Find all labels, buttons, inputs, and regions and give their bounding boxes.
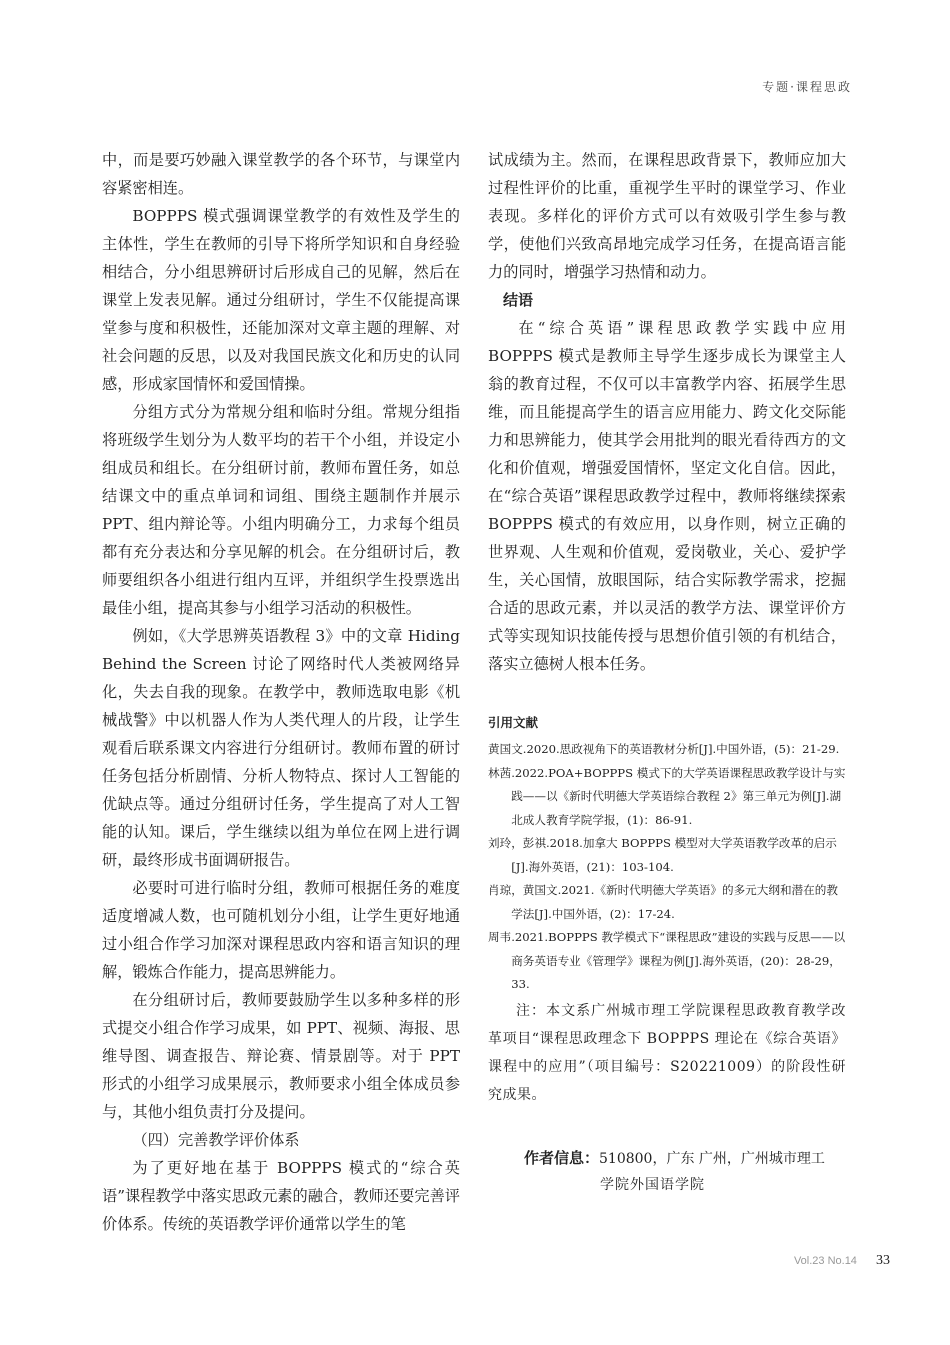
paragraph: 为了更好地在基于 BOPPPS 模式的“综合英语”课程教学中落实思政元素的融合，教师还要完善评价体系。传统的英语教学评价通常以学生的笔 <box>102 1159 460 1233</box>
reference-item: 周韦.2021.BOPPPS 教学模式下“课程思政”建设的实践与反思——以商务英语专业《管理学》课程为例[J].海外英语，(20)：28-29，33. <box>488 930 846 991</box>
page-number: 33 <box>876 1253 890 1268</box>
reference-item: 林茜.2022.POA+BOPPPS 模式下的大学英语课程思政教学设计与实践——以《新时代明德大学英语综合教程 2》第三单元为例[J].湖北成人教育学院学报，(1)：86-91. <box>488 765 846 827</box>
paragraph: 必要时可进行临时分组，教师可根据任务的难度适度增减人数，也可随机划分小组，让学生更好地通过小组合作学习加深对课程思政内容和语言知识的理解，锻炼合作能力，提高思辨能力。 <box>102 879 460 981</box>
reference-item: 刘玲，彭祺.2018.加拿大 BOPPPS 模型对大学英语教学改革的启示[J].海外英语，(21)：103-104. <box>488 836 837 874</box>
left-column <box>102 146 460 1238</box>
reference-item: 肖琼，黄国文.2021.《新时代明德大学英语》的多元大纲和潜在的教学法[J].中国外语，(2)：17-24. <box>488 883 838 921</box>
right-column <box>488 146 846 1198</box>
references-title: 引用文献 <box>488 715 539 730</box>
paragraph: 例如，《大学思辨英语教程 3》中的文章 Hiding Behind the Screen 讨论了网络时代人类被网络异化，失去自我的现象。在教学中，教师选取电影《机械战警》中以机器人作为人类代理人的片段，让学生观看后联系课文内容进行分组研讨。教师布置的研讨任务包括分析剧情、分析人物特点、探讨人工智能的优缺点等。通过分组研讨任务，学生提高了对人工智能的认知。课后，学生继续以组为单位在网上进行调研，最终形成书面调研报告。 <box>102 627 460 869</box>
funding-note: 注：本文系广州城市理工学院课程思政教育教学改革项目“课程思政理念下 BOPPPS 理论在《综合英语》课程中的应用”（项目编号：S20221009）的阶段性研究成果。 <box>488 1002 846 1103</box>
paragraph: 在分组研讨后，教师要鼓励学生以多种多样的形式提交小组合作学习成果，如 PPT、视频、海报、思维导图、调查报告、辩论赛、情景剧等。对于 PPT 形式的小组学习成果展示，教师要求小组全体成员参与，其他小组负责打分及提问。 <box>102 991 460 1121</box>
author-line-1: 510800，广东 广州，广州城市理工 <box>599 1150 825 1167</box>
author-info <box>488 1145 846 1198</box>
running-header: 专题·课程思政 <box>762 80 852 94</box>
page-footer <box>794 1253 890 1269</box>
author-line-2: 学院外国语学院 <box>600 1176 705 1193</box>
paragraph: 分组方式分为常规分组和临时分组。常规分组指将班级学生划分为人数平均的若干个小组，并设定小组成员和组长。在分组研讨前，教师布置任务，如总结课文中的重点单词和词组、围绕主题制作并展示 PPT、组内辩论等。小组内明确分工，力求每个组员都有充分表达和分享见解的机会。在分组研讨后，教师要组织各小组进行组内互评，并组织学生投票选出最佳小组，提高其参与小组学习活动的积极性。 <box>102 403 460 617</box>
paragraph: 中，而是要巧妙融入课堂教学的各个环节，与课堂内容紧密相连。 <box>102 151 460 197</box>
reference-item: 黄国文.2020.思政视角下的英语教材分析[J].中国外语，(5)：21-29. <box>488 742 840 756</box>
subheading: （四）完善教学评价体系 <box>132 1131 300 1149</box>
paragraph: 在“综合英语”课程思政教学实践中应用 BOPPPS 模式是教师主导学生逐步成长为课堂主人翁的教育过程，不仅可以丰富教学内容、拓展学生思维，而且能提高学生的语言应用能力、跨文化交际能力和思辨能力，使其学会用批判的眼光看待西方的文化和价值观，增强爱国情怀，坚定文化自信。因此，在“综合英语”课程思政教学过程中，教师将继续探索 BOPPPS 模式的有效应用，以身作则，树立正确的世界观、人生观和价值观，爱岗敬业，关心、爱护学生，关心国情，放眼国际，结合实际教学需求，挖掘合适的思政元素，并以灵活的教学方法、课堂评价方式等实现知识技能传授与思想价值引领的有机结合，落实立德树人根本任务。 <box>488 319 846 673</box>
author-label: 作者信息： <box>524 1148 600 1167</box>
paragraph: BOPPPS 模式强调课堂教学的有效性及学生的主体性，学生在教师的引导下将所学知识和自身经验相结合，分小组思辨研讨后形成自己的见解，然后在课堂上发表见解。通过分组研讨，学生不仅能提高课堂参与度和积极性，还能加深对文章主题的理解、对社会问题的反思，以及对我国民族文化和历史的认同感，形成家国情怀和爱国情操。 <box>102 207 460 393</box>
paragraph: 试成绩为主。然而，在课程思政背景下，教师应加大过程性评价的比重，重视学生平时的课堂学习、作业表现。多样化的评价方式可以有效吸引学生参与教学，使他们兴致高昂地完成学习任务，在提高语言能力的同时，增强学习热情和动力。 <box>488 151 846 281</box>
section-title-conclusion: 结语 <box>503 291 534 309</box>
volume-info: Vol.23 No.14 <box>793 1255 857 1267</box>
